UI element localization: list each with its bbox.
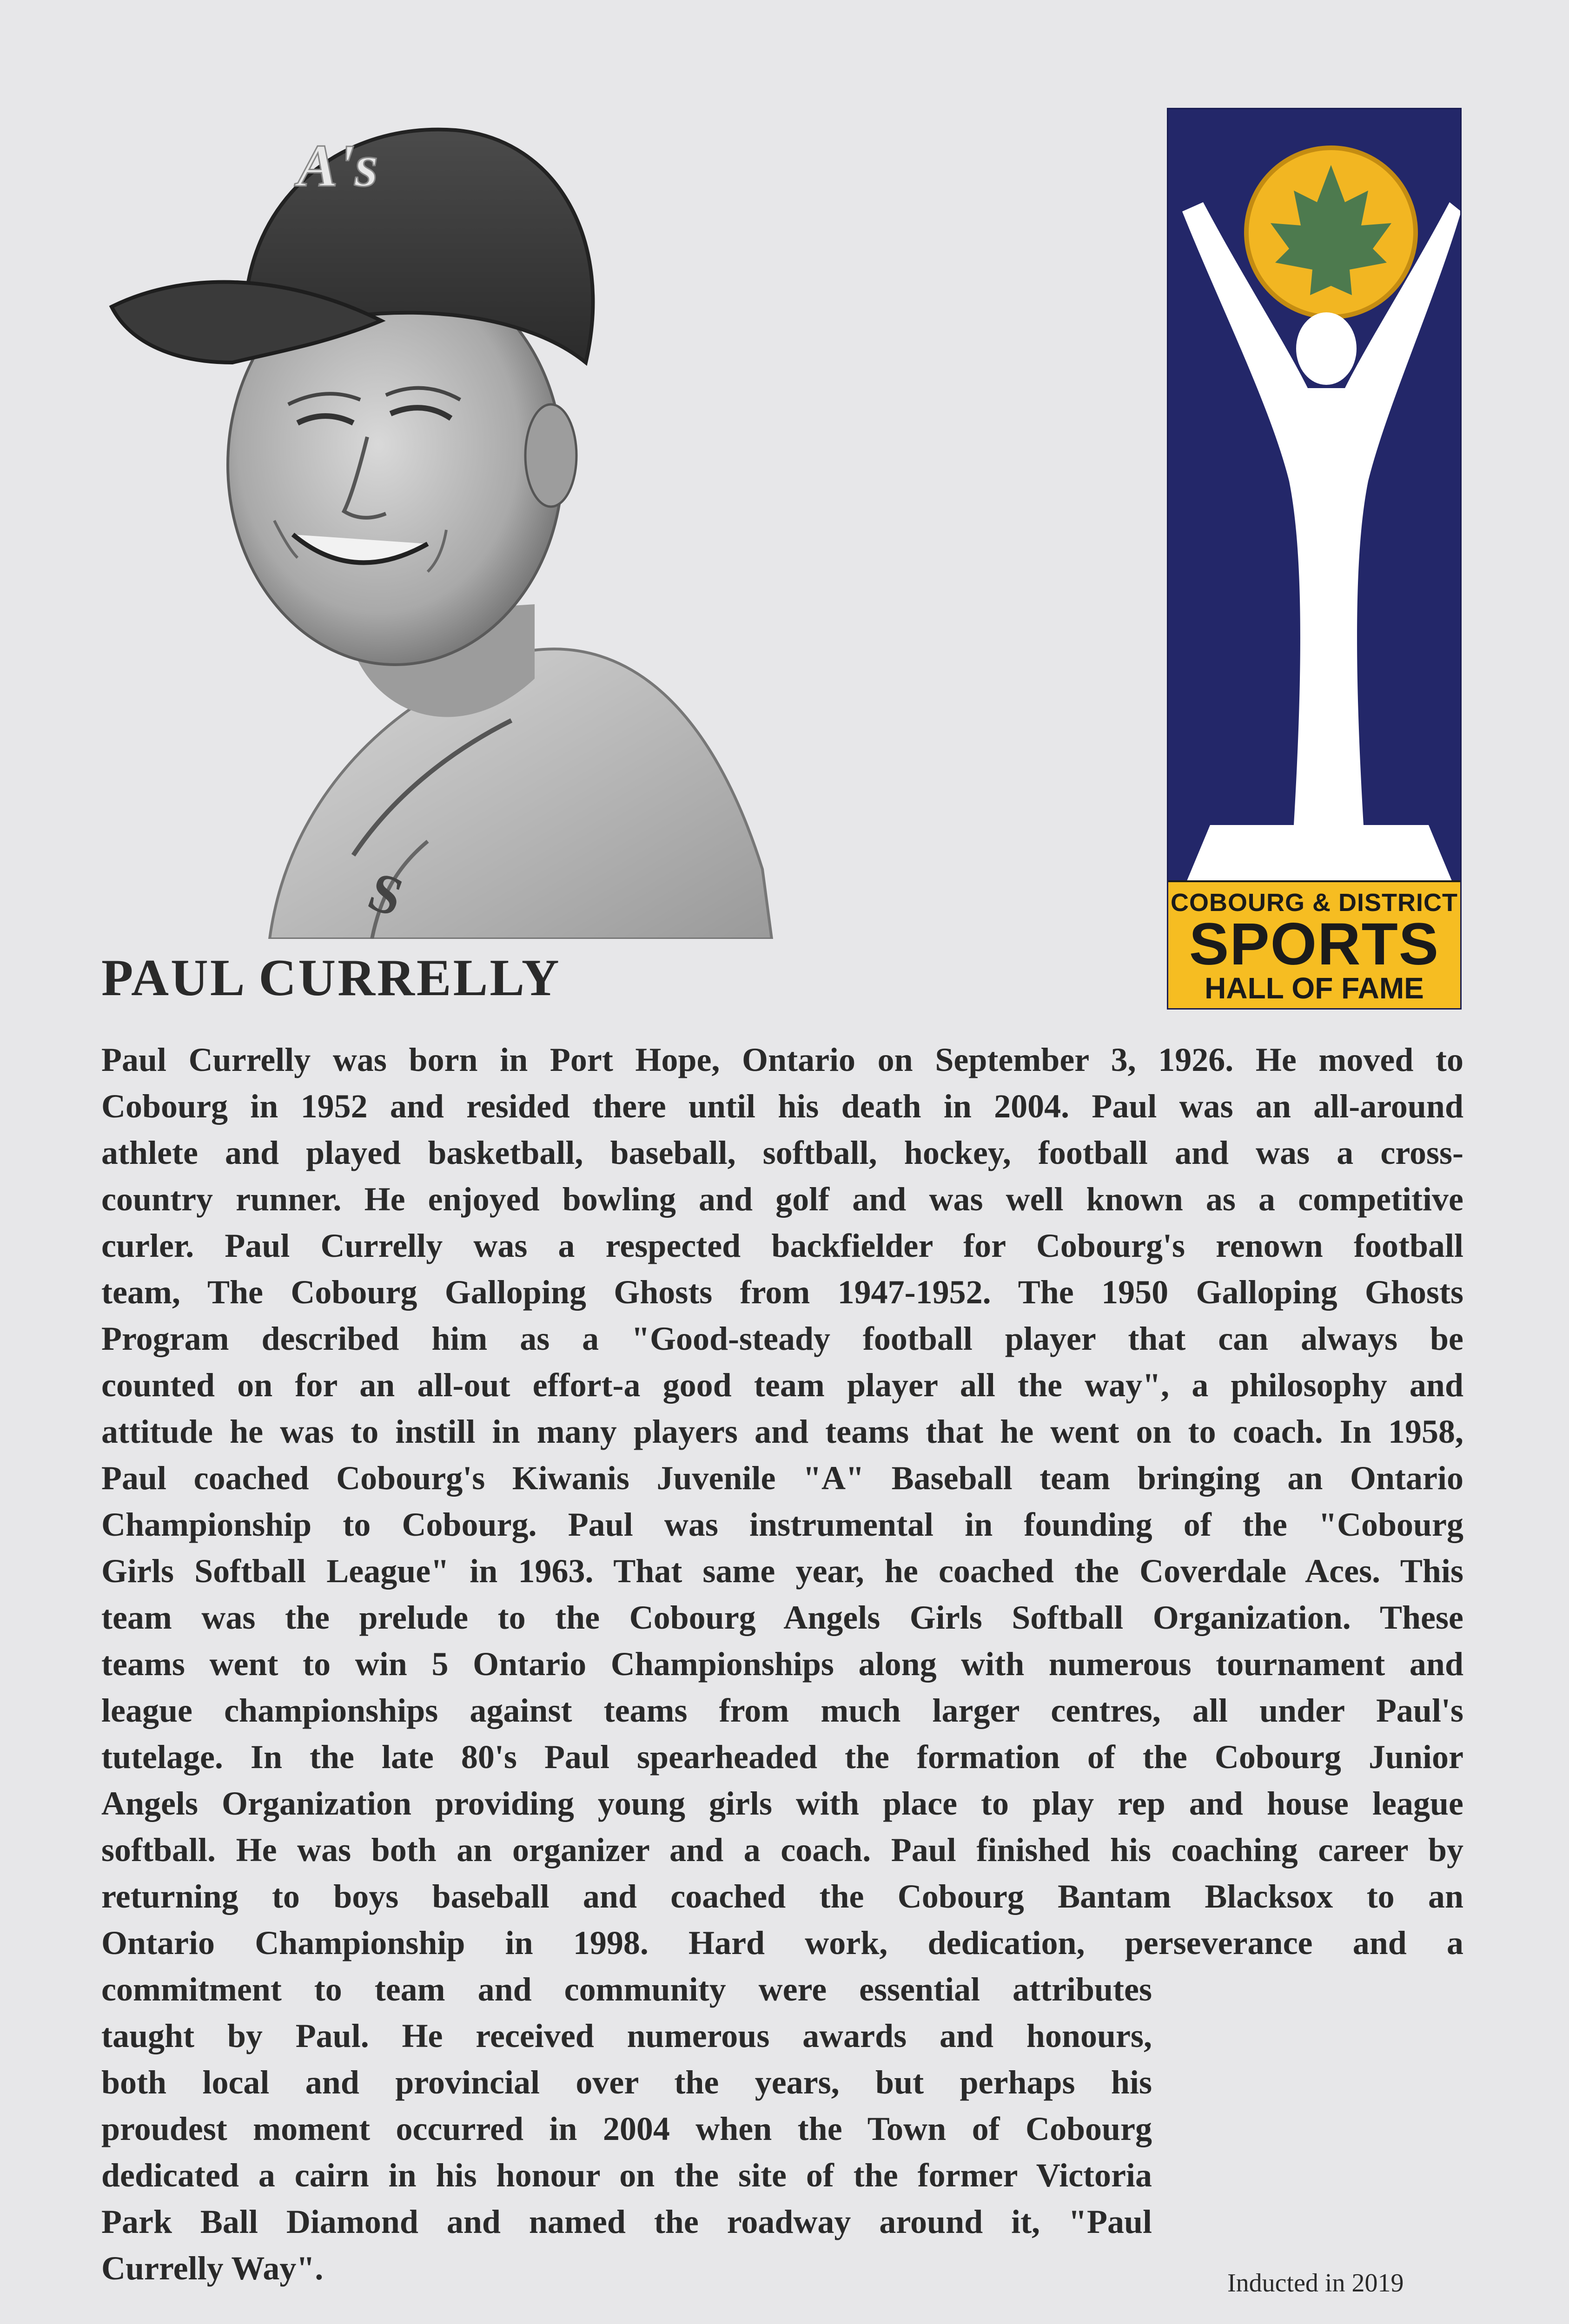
- bio-line: Park Ball Diamond and named the roadway around it, "Paul: [101, 2203, 1152, 2240]
- bio-line: Championship to Cobourg. Paul was instrumental in founding of the "Cobourg: [101, 1506, 1463, 1543]
- inductee-name: PAUL CURRELLY: [101, 949, 561, 1007]
- bio-line: counted on for an all-out effort-a good team player all the way", a philosophy and: [101, 1367, 1463, 1404]
- shirt-lettering: S: [361, 859, 411, 929]
- portrait-icon: [93, 102, 781, 939]
- bio-line: dedicated a cairn in his honour on the site of the former Victoria: [101, 2157, 1152, 2194]
- biography: [101, 1037, 1463, 2291]
- bio-line: teams went to win 5 Ontario Championships along with numerous tournament and: [101, 1645, 1463, 1683]
- bio-line: Girls Softball League" in 1963. That same year, he coached the Coverdale Aces. This: [101, 1552, 1463, 1590]
- bio-line: attitude he was to instill in many players and teams that he went on to coach. In 1958,: [101, 1413, 1463, 1450]
- bio-line: Cobourg in 1952 and resided there until his death in 2004. Paul was an all-around: [101, 1088, 1463, 1125]
- bio-line: proudest moment occurred in 2004 when the Town of Cobourg: [101, 2110, 1152, 2147]
- bio-line: taught by Paul. He received numerous awards and honours,: [101, 2017, 1152, 2054]
- cap-logo: A's: [298, 132, 378, 199]
- bio-line: commitment to team and community were essential attributes: [101, 1971, 1152, 2008]
- bio-line: returning to boys baseball and coached the Cobourg Bantam Blacksox to an: [101, 1878, 1463, 1915]
- bio-line: country runner. He enjoyed bowling and golf and was well known as a competitive: [101, 1181, 1463, 1218]
- logo-banner: [1168, 880, 1460, 1008]
- logo-line-hall-of-fame: HALL OF FAME: [1205, 971, 1424, 1005]
- bio-line: softball. He was both an organizer and a coach. Paul finished his coaching career by: [101, 1831, 1463, 1868]
- bio-line: Paul Currelly was born in Port Hope, Ontario on September 3, 1926. He moved to: [101, 1041, 1463, 1078]
- bio-line: curler. Paul Currelly was a respected backfielder for Cobourg's renown football: [101, 1227, 1463, 1264]
- bio-line: Angels Organization providing young girls with place to play rep and house league: [101, 1785, 1463, 1822]
- trophy-figure-icon: [1168, 109, 1460, 881]
- portrait-sketch: [93, 102, 781, 939]
- hall-of-fame-logo: [1167, 108, 1462, 1010]
- bio-line: team, The Cobourg Galloping Ghosts from 1947-1952. The 1950 Galloping Ghosts: [101, 1274, 1463, 1311]
- logo-line-district: COBOURG & DISTRICT: [1171, 889, 1458, 917]
- bio-line: team was the prelude to the Cobourg Angels Girls Softball Organization. These: [101, 1599, 1463, 1636]
- bio-line: Paul coached Cobourg's Kiwanis Juvenile "A" Baseball team bringing an Ontario: [101, 1459, 1463, 1497]
- bio-line: tutelage. In the late 80's Paul spearheaded the formation of the Cobourg Junior: [101, 1738, 1463, 1776]
- bio-line: Ontario Championship in 1998. Hard work, dedication, perseverance and a: [101, 1924, 1463, 1961]
- logo-line-sports: SPORTS: [1189, 911, 1440, 977]
- inducted-year: Inducted in 2019: [1227, 2269, 1404, 2298]
- bio-line: Program described him as a "Good-steady football player that can always be: [101, 1320, 1463, 1357]
- bio-line: athlete and played basketball, baseball, softball, hockey, football and was a cross-: [101, 1134, 1463, 1171]
- bio-line: Currelly Way".: [101, 2250, 324, 2287]
- bio-line: league championships against teams from much larger centres, all under Paul's: [101, 1692, 1463, 1729]
- bio-line: both local and provincial over the years, but perhaps his: [101, 2064, 1152, 2101]
